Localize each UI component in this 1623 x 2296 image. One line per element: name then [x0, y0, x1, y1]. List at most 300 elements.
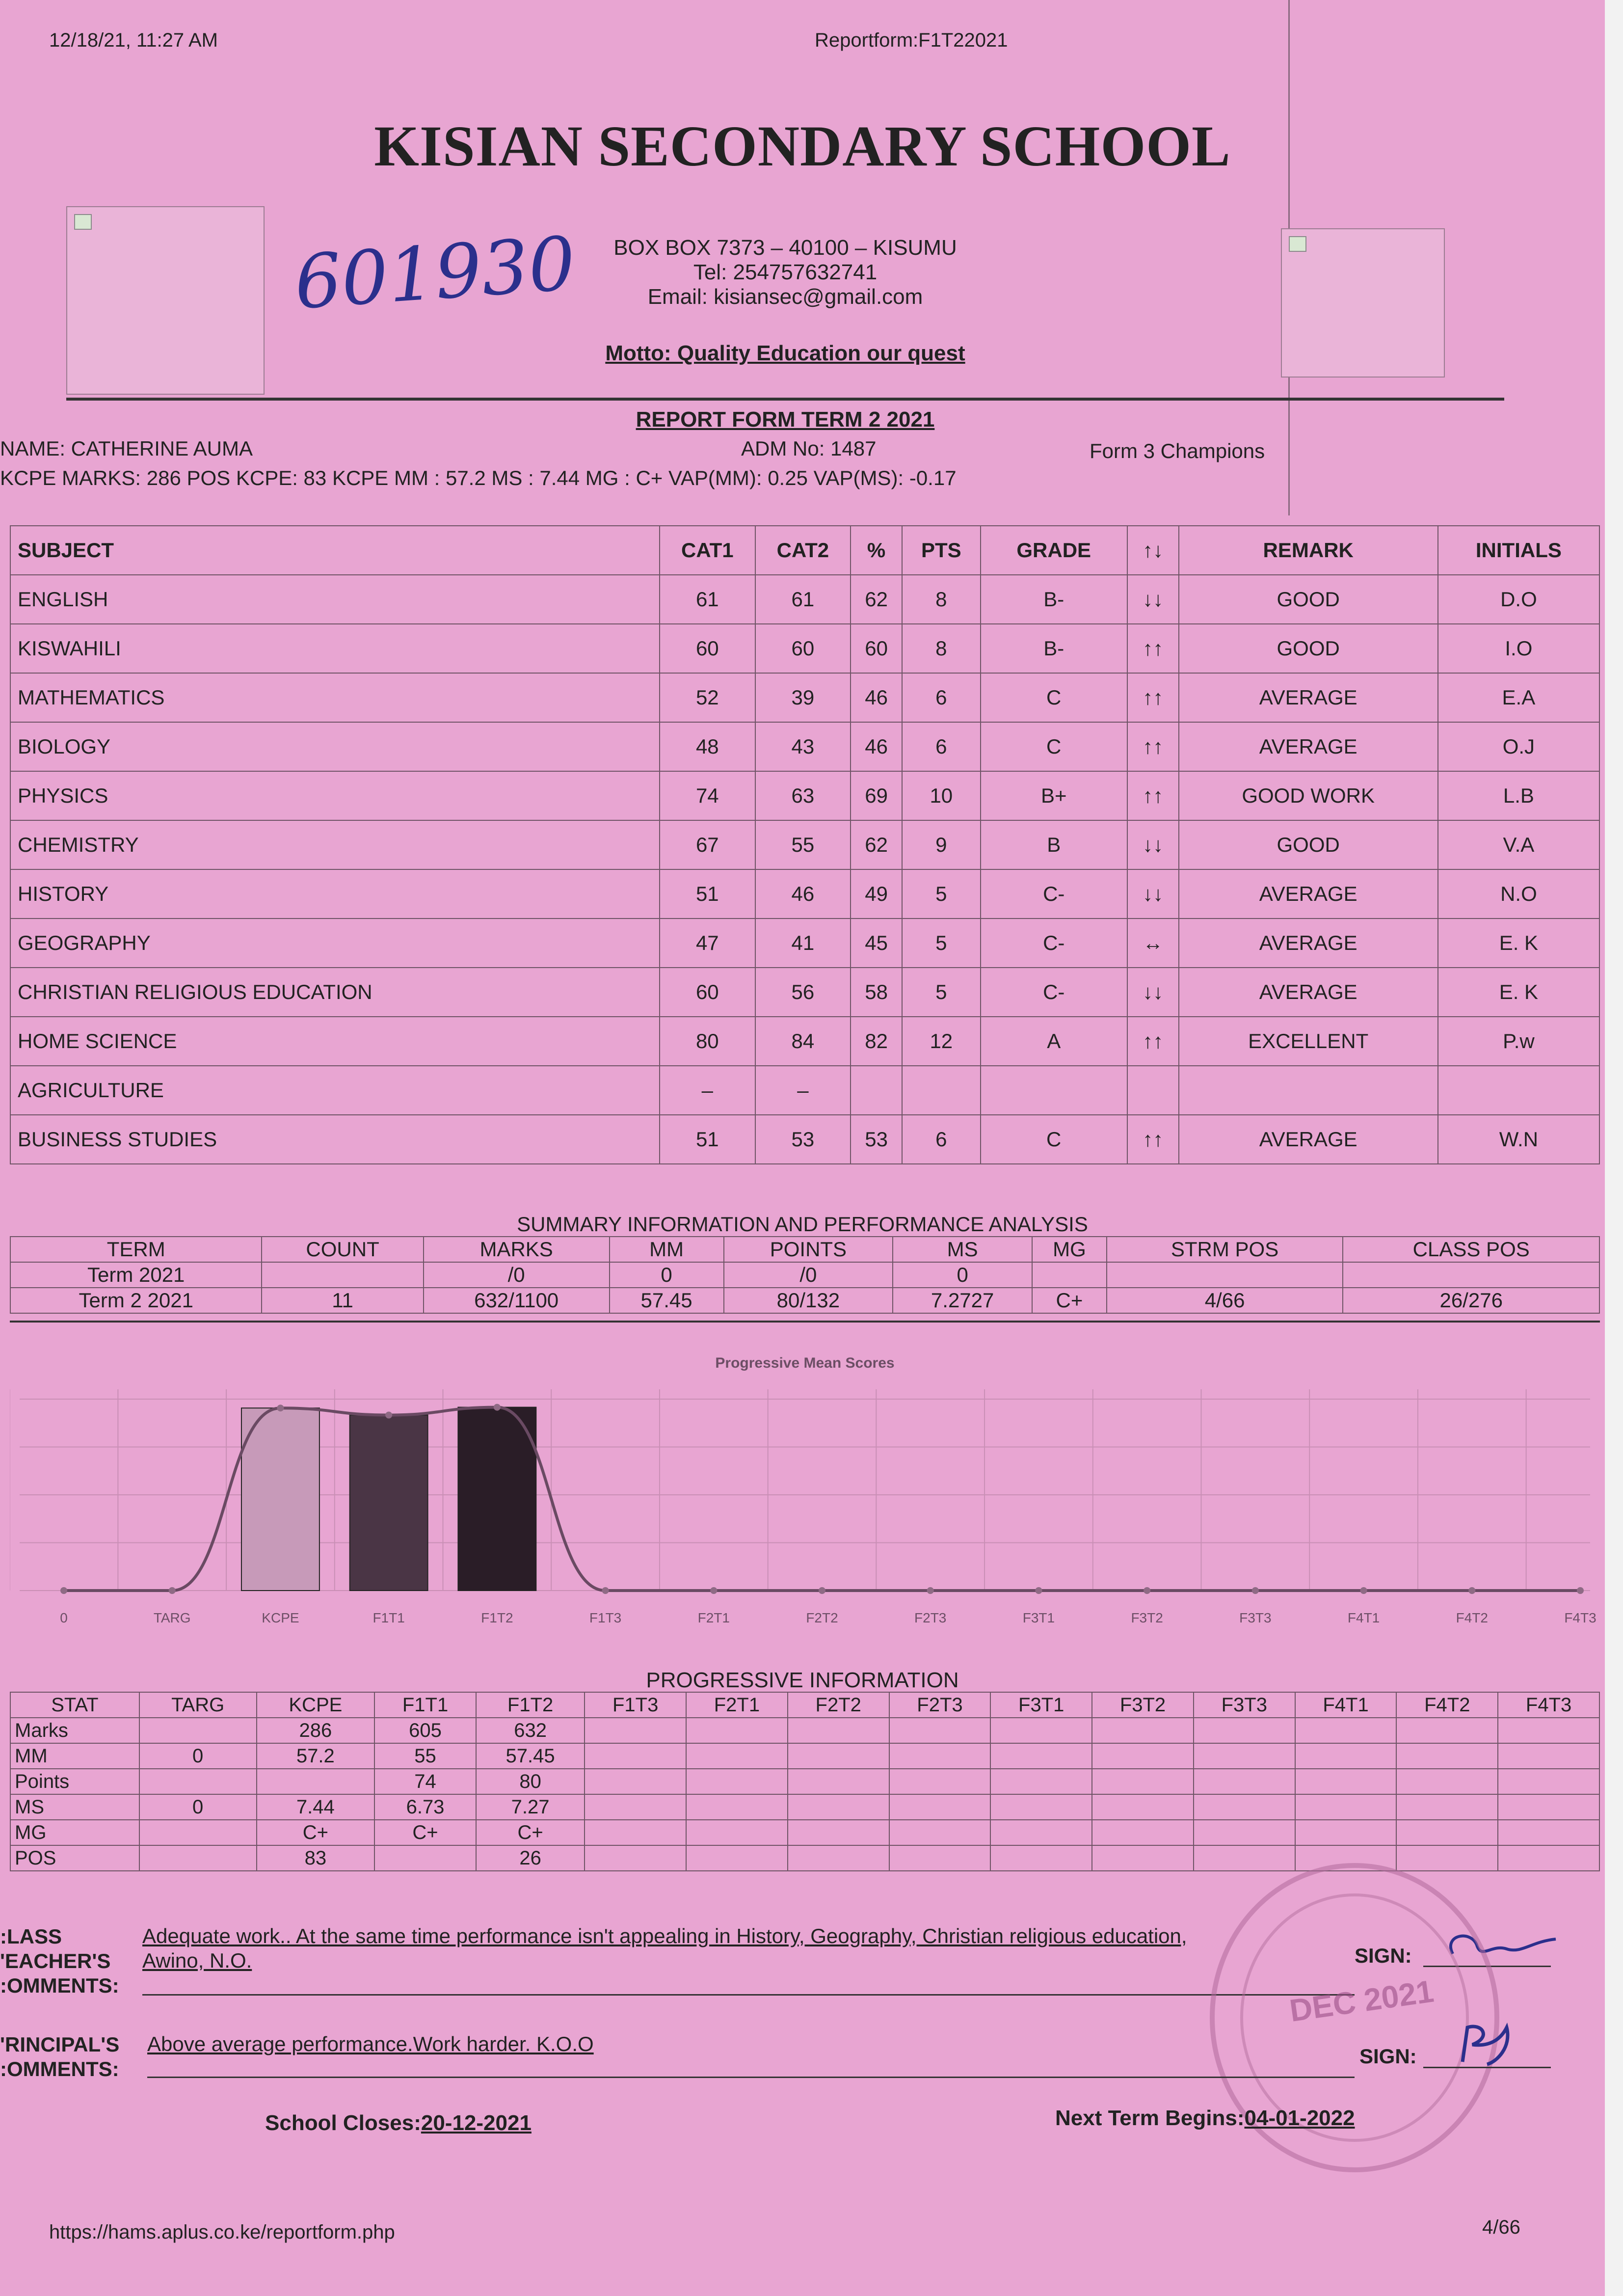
progressive-header-cell: F1T1	[374, 1692, 476, 1718]
subject-cell: 60	[660, 624, 755, 673]
subject-cell: E. K	[1438, 918, 1599, 968]
progressive-row	[10, 1769, 1599, 1794]
progressive-cell: 55	[374, 1743, 476, 1769]
subject-cell: 46	[851, 722, 902, 771]
subject-cell: ↑↑	[1127, 1017, 1179, 1066]
principal-sign-label: SIGN:	[1359, 2045, 1417, 2068]
progressive-cell	[1194, 1820, 1295, 1845]
progressive-cell	[1194, 1718, 1295, 1743]
subject-cell: GOOD	[1179, 575, 1438, 624]
summary-row	[10, 1262, 1599, 1288]
chart-tick-label: F1T1	[372, 1610, 405, 1625]
subject-cell: 58	[851, 968, 902, 1017]
subject-cell: B-	[981, 575, 1127, 624]
summary-title: SUMMARY INFORMATION AND PERFORMANCE ANALYSIS	[517, 1213, 1088, 1236]
progressive-cell	[889, 1820, 991, 1845]
subject-cell: 8	[902, 624, 981, 673]
summary-header-cell: STRM POS	[1107, 1237, 1343, 1262]
subject-cell: 82	[851, 1017, 902, 1066]
chart-point-f3t2	[1144, 1587, 1150, 1594]
subject-cell: 6	[902, 722, 981, 771]
progressive-cell	[139, 1845, 257, 1871]
subject-row	[10, 1017, 1599, 1066]
col-subject: SUBJECT	[10, 526, 660, 575]
progressive-cell	[1498, 1845, 1599, 1871]
chart-tick-label: F1T2	[481, 1610, 513, 1625]
school-closes-date: 20-12-2021	[421, 2111, 532, 2135]
summary-header-cell: MS	[893, 1237, 1032, 1262]
chart-bar-kcpe	[241, 1408, 319, 1591]
subject-cell: AVERAGE	[1179, 1115, 1438, 1164]
subject-cell: 61	[755, 575, 851, 624]
subject-cell: P.w	[1438, 1017, 1599, 1066]
subject-cell: 80	[660, 1017, 755, 1066]
subject-cell: C	[981, 1115, 1127, 1164]
summary-header-cell: POINTS	[724, 1237, 893, 1262]
subject-row	[10, 673, 1599, 722]
admission-number: ADM No: 1487	[741, 437, 877, 460]
subject-cell: 56	[755, 968, 851, 1017]
progressive-cell	[585, 1845, 686, 1871]
subject-cell: 5	[902, 869, 981, 918]
progressive-cell	[889, 1794, 991, 1820]
school-closes-label: School Closes:	[265, 2111, 421, 2135]
subject-cell: 12	[902, 1017, 981, 1066]
summary-cell	[1343, 1262, 1599, 1288]
subject-row	[10, 968, 1599, 1017]
progressive-cell	[1295, 1718, 1397, 1743]
subject-cell: 63	[755, 771, 851, 820]
next-term-label: Next Term Begins:	[1055, 2106, 1245, 2130]
summary-header-cell: MM	[610, 1237, 724, 1262]
progressive-cell	[1396, 1794, 1498, 1820]
progressive-cell	[139, 1820, 257, 1845]
chart-point-0	[60, 1587, 67, 1594]
progressive-cell	[1092, 1820, 1194, 1845]
subject-name-cell: HOME SCIENCE	[10, 1017, 660, 1066]
subject-cell: 46	[851, 673, 902, 722]
subject-row	[10, 771, 1599, 820]
summary-cell: 0	[893, 1262, 1032, 1288]
next-term-begins	[1055, 2106, 1355, 2131]
subject-cell: ↔	[1127, 918, 1179, 968]
summary-header-cell: CLASS POS	[1343, 1237, 1599, 1262]
chart-point-f1t1	[385, 1412, 392, 1419]
col-points: PTS	[902, 526, 981, 575]
subject-cell: 5	[902, 968, 981, 1017]
col-remark: REMARK	[1179, 526, 1438, 575]
progressive-cell	[1092, 1743, 1194, 1769]
subject-name-cell: PHYSICS	[10, 771, 660, 820]
subject-cell: B	[981, 820, 1127, 869]
progressive-header-cell: F3T3	[1194, 1692, 1295, 1718]
subject-cell	[1179, 1066, 1438, 1115]
subject-cell: A	[981, 1017, 1127, 1066]
progressive-header-cell: F4T2	[1396, 1692, 1498, 1718]
subject-cell: L.B	[1438, 771, 1599, 820]
subject-cell: ↓↓	[1127, 575, 1179, 624]
progressive-cell	[585, 1794, 686, 1820]
progressive-cell	[1498, 1769, 1599, 1794]
subject-cell: AVERAGE	[1179, 918, 1438, 968]
subject-cell: ↑↑	[1127, 722, 1179, 771]
summary-cell	[1032, 1262, 1107, 1288]
progressive-cell	[788, 1845, 889, 1871]
school-motto: Motto: Quality Education our quest	[605, 341, 965, 365]
class-teacher-label	[0, 1924, 119, 1998]
student-photo-placeholder	[1281, 228, 1445, 378]
subject-cell: ↑↑	[1127, 624, 1179, 673]
subject-cell: E.A	[1438, 673, 1599, 722]
progressive-cell	[788, 1769, 889, 1794]
subject-cell: 52	[660, 673, 755, 722]
subject-cell: 6	[902, 673, 981, 722]
subject-name-cell: AGRICULTURE	[10, 1066, 660, 1115]
chart-tick-label: F2T1	[697, 1610, 730, 1625]
progressive-cell	[788, 1794, 889, 1820]
chart-point-f4t3	[1577, 1587, 1584, 1594]
broken-image-icon	[74, 214, 92, 230]
progressive-cell	[585, 1718, 686, 1743]
summary-cell: 0	[610, 1262, 724, 1288]
progressive-cell	[686, 1743, 788, 1769]
summary-cell: 7.2727	[893, 1288, 1032, 1313]
progressive-cell	[1092, 1794, 1194, 1820]
progressive-cell	[686, 1794, 788, 1820]
chart-point-f1t3	[602, 1587, 609, 1594]
class-label-line-2: 'EACHER'S	[0, 1949, 111, 1972]
subject-name-cell: HISTORY	[10, 869, 660, 918]
subject-cell: V.A	[1438, 820, 1599, 869]
subject-cell: ↑↑	[1127, 771, 1179, 820]
progressive-header-cell: F3T2	[1092, 1692, 1194, 1718]
progressive-cell	[1396, 1820, 1498, 1845]
subject-row	[10, 1115, 1599, 1164]
summary-cell: C+	[1032, 1288, 1107, 1313]
summary-header-cell: TERM	[10, 1237, 262, 1262]
progressive-cell: 57.45	[476, 1743, 585, 1769]
chart-point-f3t1	[1035, 1587, 1042, 1594]
progressive-cell: 605	[374, 1718, 476, 1743]
progressive-table	[10, 1692, 1600, 1871]
progressive-cell	[1396, 1718, 1498, 1743]
progressive-cell	[889, 1845, 991, 1871]
progressive-header-cell: F2T1	[686, 1692, 788, 1718]
subject-cell: AVERAGE	[1179, 968, 1438, 1017]
subject-name-cell: KISWAHILI	[10, 624, 660, 673]
progressive-cell: C+	[374, 1820, 476, 1845]
summary-header-cell: MG	[1032, 1237, 1107, 1262]
progressive-mean-chart	[10, 1379, 1600, 1635]
summary-cell: 11	[262, 1288, 423, 1313]
subject-cell: D.O	[1438, 575, 1599, 624]
summary-row	[10, 1288, 1599, 1313]
col-percent: %	[851, 526, 902, 575]
progressive-cell: 83	[257, 1845, 375, 1871]
principal-comment-line	[147, 2077, 1355, 2078]
progressive-cell	[889, 1718, 991, 1743]
summary-cell: 26/276	[1343, 1288, 1599, 1313]
chart-point-f1t2	[494, 1404, 501, 1411]
progressive-cell	[990, 1718, 1092, 1743]
subjects-header-row	[10, 526, 1599, 575]
col-trend: ↑↓	[1127, 526, 1179, 575]
principal-label-line-2: :OMMENTS:	[0, 2057, 119, 2080]
subject-name-cell: BUSINESS STUDIES	[10, 1115, 660, 1164]
chart-point-f2t3	[927, 1587, 934, 1594]
class-teacher-name: Awino, N.O.	[142, 1949, 252, 1972]
subject-name-cell: CHEMISTRY	[10, 820, 660, 869]
class-sign-label: SIGN:	[1355, 1944, 1412, 1967]
subject-cell: 41	[755, 918, 851, 968]
subject-cell: 69	[851, 771, 902, 820]
progressive-cell	[1092, 1769, 1194, 1794]
summary-cell	[262, 1262, 423, 1288]
col-cat2: CAT2	[755, 526, 851, 575]
subject-row	[10, 624, 1599, 673]
chart-tick-label: F3T3	[1239, 1610, 1272, 1625]
summary-header-cell: MARKS	[424, 1237, 610, 1262]
summary-table	[10, 1236, 1600, 1314]
subject-cell: 51	[660, 1115, 755, 1164]
progressive-header-cell: F4T1	[1295, 1692, 1397, 1718]
subject-row	[10, 575, 1599, 624]
subject-row	[10, 1066, 1599, 1115]
subject-cell: 60	[755, 624, 851, 673]
chart-point-f4t2	[1468, 1587, 1475, 1594]
subject-name-cell: BIOLOGY	[10, 722, 660, 771]
subject-cell: 60	[660, 968, 755, 1017]
chart-point-f2t2	[819, 1587, 825, 1594]
progressive-cell	[1194, 1743, 1295, 1769]
subject-row	[10, 820, 1599, 869]
progressive-cell	[686, 1718, 788, 1743]
progressive-cell	[990, 1820, 1092, 1845]
col-cat1: CAT1	[660, 526, 755, 575]
subject-cell	[902, 1066, 981, 1115]
chart-tick-label: F3T1	[1022, 1610, 1055, 1625]
progressive-cell	[139, 1769, 257, 1794]
subject-cell: 39	[755, 673, 851, 722]
chart-title: Progressive Mean Scores	[715, 1355, 895, 1371]
subject-cell: B+	[981, 771, 1127, 820]
progressive-cell	[1295, 1743, 1397, 1769]
subject-cell: C-	[981, 918, 1127, 968]
subject-cell: 53	[755, 1115, 851, 1164]
progressive-cell	[374, 1845, 476, 1871]
summary-cell: Term 2 2021	[10, 1288, 262, 1313]
principal-label-line-1: 'RINCIPAL'S	[0, 2033, 120, 2056]
progressive-header-cell: TARG	[139, 1692, 257, 1718]
subject-cell: –	[755, 1066, 851, 1115]
subject-name-cell: CHRISTIAN RELIGIOUS EDUCATION	[10, 968, 660, 1017]
summary-cell: 632/1100	[424, 1288, 610, 1313]
chart-tick-label: F2T2	[806, 1610, 838, 1625]
school-email: Email: kisiansec@gmail.com	[647, 285, 923, 309]
subject-cell: 62	[851, 575, 902, 624]
subject-cell: 6	[902, 1115, 981, 1164]
progressive-cell	[257, 1769, 375, 1794]
chart-tick-label: F2T3	[914, 1610, 947, 1625]
progressive-cell	[585, 1820, 686, 1845]
summary-cell: 80/132	[724, 1288, 893, 1313]
progressive-header-cell: F1T3	[585, 1692, 686, 1718]
principal-signature	[1448, 2018, 1546, 2072]
subject-cell: –	[660, 1066, 755, 1115]
progressive-cell	[1194, 1769, 1295, 1794]
subjects-table	[10, 525, 1600, 1164]
subject-cell: 45	[851, 918, 902, 968]
summary-cell: 4/66	[1107, 1288, 1343, 1313]
chart-point-targ	[169, 1587, 176, 1594]
subject-cell: GOOD	[1179, 624, 1438, 673]
chart-tick-label: 0	[60, 1610, 68, 1625]
report-title: REPORT FORM TERM 2 2021	[636, 407, 935, 432]
progressive-header-cell: F3T1	[990, 1692, 1092, 1718]
stamp-date: DEC 2021	[1287, 1973, 1436, 2028]
progressive-cell	[1498, 1718, 1599, 1743]
subject-cell: GOOD	[1179, 820, 1438, 869]
next-term-date: 04-01-2022	[1244, 2106, 1355, 2130]
chart-tick-label: F4T1	[1347, 1610, 1380, 1625]
subject-cell: 84	[755, 1017, 851, 1066]
progressive-header-cell: F1T2	[476, 1692, 585, 1718]
subject-cell: ↑↑	[1127, 673, 1179, 722]
progressive-header-cell: F2T3	[889, 1692, 991, 1718]
class-label-line-1: :LASS	[0, 1925, 62, 1948]
progressive-cell	[1295, 1794, 1397, 1820]
progressive-cell	[1396, 1769, 1498, 1794]
subject-cell	[1438, 1066, 1599, 1115]
subject-cell: C-	[981, 869, 1127, 918]
school-address: BOX BOX 7373 – 40100 – KISUMU	[613, 236, 957, 260]
summary-divider	[10, 1321, 1600, 1323]
progressive-cell: 6.73	[374, 1794, 476, 1820]
summary-cell: Term 2021	[10, 1262, 262, 1288]
chart-point-f4t1	[1360, 1587, 1367, 1594]
chart-point-kcpe	[277, 1405, 284, 1411]
chart-tick-label: F4T2	[1456, 1610, 1488, 1625]
progressive-cell: 0	[139, 1743, 257, 1769]
summary-header-row	[10, 1237, 1599, 1262]
summary-table-body	[10, 1262, 1599, 1313]
class-comment-line	[142, 1994, 1355, 1996]
chart-point-f3t3	[1252, 1587, 1259, 1594]
subject-cell: 8	[902, 575, 981, 624]
progressive-cell	[1092, 1718, 1194, 1743]
progressive-cell	[139, 1718, 257, 1743]
print-datetime: 12/18/21, 11:27 AM	[49, 29, 218, 51]
chart-tick-label: KCPE	[262, 1610, 299, 1625]
progressive-row	[10, 1794, 1599, 1820]
subject-cell: ↓↓	[1127, 869, 1179, 918]
principal-label	[0, 2032, 119, 2081]
progressive-cell	[788, 1743, 889, 1769]
source-url: https://hams.aplus.co.ke/reportform.php	[49, 2221, 395, 2243]
col-initials: INITIALS	[1438, 526, 1599, 575]
school-address-block	[564, 236, 1006, 309]
kcpe-summary: KCPE MARKS: 286 POS KCPE: 83 KCPE MM : 57.2 MS : 7.44 MG : C+ VAP(MM): 0.25 VAP(MS): -0.17	[0, 466, 957, 489]
progressive-cell	[686, 1769, 788, 1794]
subject-cell: 46	[755, 869, 851, 918]
progressive-cell	[990, 1769, 1092, 1794]
subject-row	[10, 722, 1599, 771]
chart-bar-f1t1	[350, 1415, 428, 1591]
progressive-cell: 7.27	[476, 1794, 585, 1820]
subject-cell: 5	[902, 918, 981, 968]
progressive-header-cell: KCPE	[257, 1692, 375, 1718]
subject-cell: I.O	[1438, 624, 1599, 673]
summary-cell: /0	[424, 1262, 610, 1288]
subject-cell: 49	[851, 869, 902, 918]
progressive-cell: 0	[139, 1794, 257, 1820]
principal-comment: Above average performance.Work harder. K.O.O	[147, 2032, 594, 2055]
subject-cell	[851, 1066, 902, 1115]
summary-cell: /0	[724, 1262, 893, 1288]
progressive-cell	[990, 1845, 1092, 1871]
subject-name-cell: GEOGRAPHY	[10, 918, 660, 968]
progressive-header-row	[10, 1692, 1599, 1718]
broken-image-icon	[1289, 236, 1306, 252]
progressive-cell: 7.44	[257, 1794, 375, 1820]
progressive-cell	[788, 1718, 889, 1743]
progressive-cell: Points	[10, 1769, 139, 1794]
subject-cell: W.N	[1438, 1115, 1599, 1164]
subject-cell: 61	[660, 575, 755, 624]
progressive-cell	[1396, 1743, 1498, 1769]
subject-cell: 67	[660, 820, 755, 869]
subject-cell: 10	[902, 771, 981, 820]
subject-row	[10, 869, 1599, 918]
progressive-cell	[585, 1743, 686, 1769]
subject-cell: C-	[981, 968, 1127, 1017]
subject-cell: 74	[660, 771, 755, 820]
progressive-cell	[1194, 1794, 1295, 1820]
progressive-table-body	[10, 1718, 1599, 1871]
progressive-cell: C+	[476, 1820, 585, 1845]
progressive-title: PROGRESSIVE INFORMATION	[646, 1668, 959, 1692]
subject-cell	[1127, 1066, 1179, 1115]
subject-cell: ↓↓	[1127, 820, 1179, 869]
class-label-line-3: :OMMENTS:	[0, 1974, 119, 1997]
progressive-header-cell: STAT	[10, 1692, 139, 1718]
progressive-cell	[1295, 1820, 1397, 1845]
school-tel: Tel: 254757632741	[693, 260, 878, 284]
subject-cell: 47	[660, 918, 755, 968]
subject-cell: C	[981, 722, 1127, 771]
subject-cell: AVERAGE	[1179, 722, 1438, 771]
chart-tick-label: F3T2	[1131, 1610, 1163, 1625]
progressive-cell: 286	[257, 1718, 375, 1743]
subject-cell: C	[981, 673, 1127, 722]
col-grade: GRADE	[981, 526, 1127, 575]
subject-cell: E. K	[1438, 968, 1599, 1017]
progressive-cell: 26	[476, 1845, 585, 1871]
progressive-row	[10, 1743, 1599, 1769]
subject-cell: 60	[851, 624, 902, 673]
student-form: Form 3 Champions	[1090, 439, 1265, 462]
progressive-cell: 57.2	[257, 1743, 375, 1769]
subject-name-cell: MATHEMATICS	[10, 673, 660, 722]
subject-cell: 9	[902, 820, 981, 869]
subject-cell: 62	[851, 820, 902, 869]
progressive-cell: 632	[476, 1718, 585, 1743]
report-reference: Reportform:F1T22021	[815, 29, 1008, 51]
progressive-cell: 74	[374, 1769, 476, 1794]
progressive-cell	[1498, 1794, 1599, 1820]
subject-cell: GOOD WORK	[1179, 771, 1438, 820]
page-number: 4/66	[1482, 2216, 1520, 2238]
